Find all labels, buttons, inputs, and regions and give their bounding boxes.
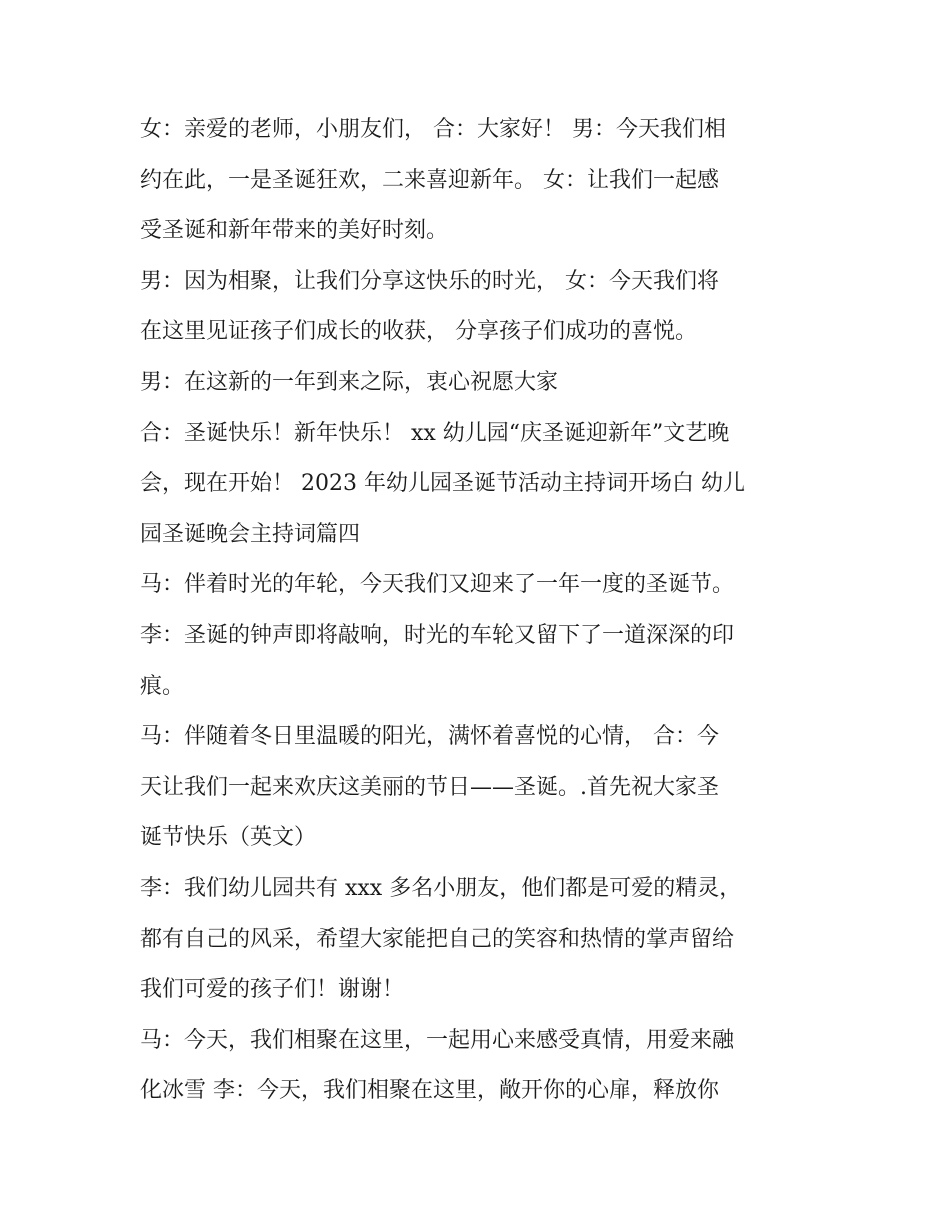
text-line-6: 男：在这新的一年到来之际，衷心祝愿大家	[140, 369, 559, 395]
text-line-17: 都有自己的风采，希望大家能把自己的笑容和热情的掌声留给	[140, 926, 735, 952]
text-line-19: 马：今天，我们相聚在这里，一起用心来感受真情，用爱来融	[140, 1027, 735, 1053]
text-line-2: 约在此，一是圣诞狂欢，二来喜迎新年。 女：让我们一起感	[140, 167, 719, 193]
text-line-3: 受圣诞和新年带来的美好时刻。	[140, 218, 449, 244]
text-line-9: 园圣诞晚会主持词篇四	[140, 521, 361, 547]
text-line-20: 化冰雪 李：今天，我们相聚在这里，敞开你的心扉，释放你	[140, 1078, 719, 1104]
text-line-8: 会，现在开始！ 2023 年幼儿园圣诞节活动主持词开场白 幼儿	[140, 471, 745, 497]
text-line-12: 痕。	[140, 673, 185, 699]
text-line-5: 在这里见证孩子们成长的收获， 分享孩子们成功的喜悦。	[140, 319, 697, 345]
text-line-18: 我们可爱的孩子们！谢谢！	[140, 977, 405, 1003]
text-line-11: 李：圣诞的钟声即将敲响，时光的车轮又留下了一道深深的印	[140, 622, 735, 648]
text-line-7: 合：圣诞快乐！新年快乐！ xx 幼儿园“庆圣诞迎新年”文艺晚	[140, 420, 730, 446]
text-line-16: 李：我们幼儿园共有 xxx 多名小朋友，他们都是可爱的精灵，	[140, 875, 742, 901]
text-line-14: 天让我们一起来欢庆这美丽的节日——圣诞。.首先祝大家圣	[140, 774, 719, 800]
text-line-15: 诞节快乐（英文）	[140, 825, 317, 851]
text-line-10: 马：伴着时光的年轮，今天我们又迎来了一年一度的圣诞节。	[140, 572, 735, 598]
document-body	[140, 105, 820, 1117]
text-line-4: 男：因为相聚，让我们分享这快乐的时光， 女：今天我们将	[140, 268, 719, 294]
text-line-1: 女：亲爱的老师，小朋友们， 合：大家好！ 男：今天我们相	[140, 117, 726, 142]
text-line-13: 马：伴随着冬日里温暖的阳光，满怀着喜悦的心情， 合：今	[140, 724, 719, 750]
